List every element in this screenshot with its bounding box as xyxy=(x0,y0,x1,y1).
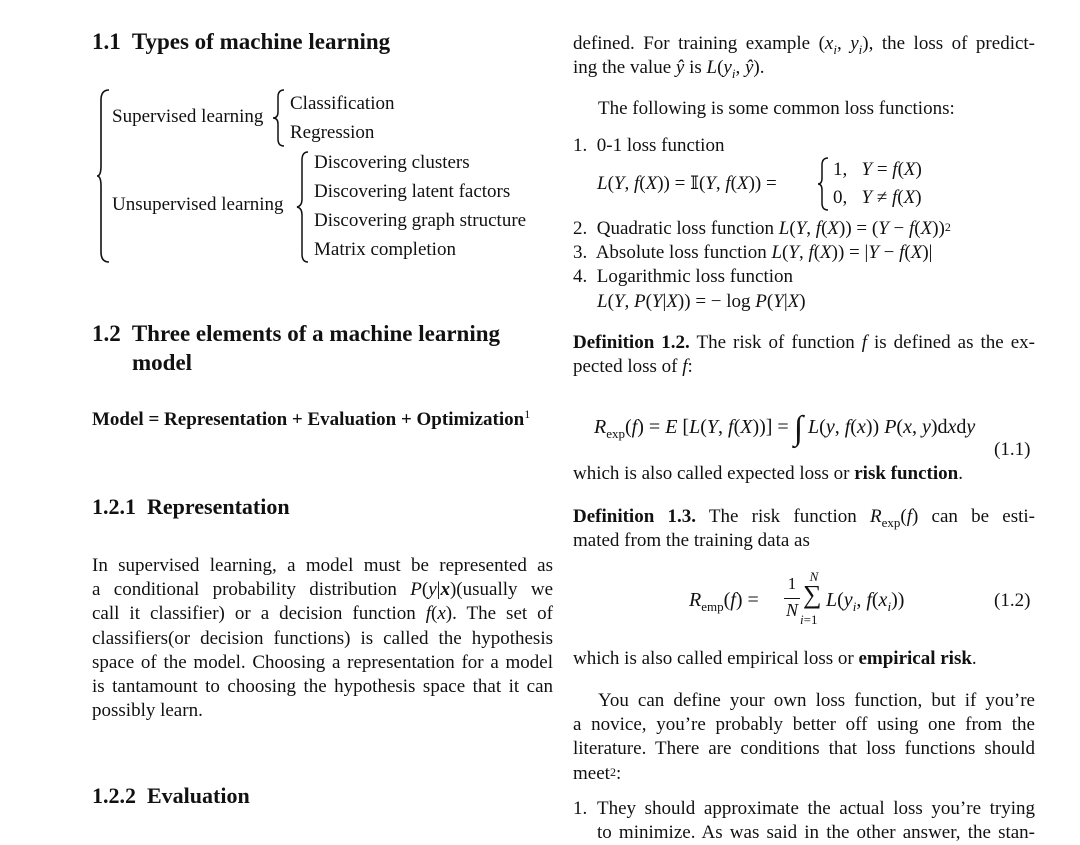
para-line: possibly learn. xyxy=(92,700,203,722)
section-heading-1-2 xyxy=(92,321,500,347)
cases-line-1: 1, Y = f(X) xyxy=(833,159,922,180)
cases-brace xyxy=(817,156,829,212)
section-number: 1.2.2 xyxy=(92,783,136,808)
definition-label: Definition 1.3. xyxy=(573,506,697,527)
taxonomy-item-classification: Classification xyxy=(290,93,395,114)
list-number: 3. xyxy=(573,242,588,263)
sum-body: $L(y_i$, $f(x_i)$) xyxy=(826,589,905,614)
equation-number-1-2: (1.2) xyxy=(994,590,1031,611)
para-line: mated from the training data as xyxy=(573,530,810,552)
section-title-line1: Three elements of a machine learning xyxy=(131,321,501,346)
para-text: is xyxy=(684,57,707,79)
loss-item-4 xyxy=(573,265,793,289)
para-text: The risk of function xyxy=(689,332,862,353)
list-label: 0-1 loss function xyxy=(596,135,725,156)
fraction-denominator: N xyxy=(785,600,798,620)
subsection-heading-1-2-1 xyxy=(92,494,290,520)
sum-symbol: ∑ xyxy=(803,580,822,609)
equation-number-1-1: (1.1) xyxy=(994,439,1031,460)
para-line: They should approximate the actual loss you’re trying xyxy=(597,798,1035,819)
risk-formula: $R_{exp}(f) = E$ [L(Y, f(X))] = ∫ L(y, f(x)) P(x, y)dxdy xyxy=(594,410,976,447)
definition-1-3 xyxy=(573,505,1035,553)
para-line: space of the model. Choosing a representation for a model xyxy=(92,651,553,673)
taxonomy-item-matrix: Matrix completion xyxy=(314,239,456,260)
model-equation xyxy=(92,409,530,431)
list-number: 4. xyxy=(573,266,588,287)
section-number: 1.1 xyxy=(92,29,121,54)
list-label: Logarithmic loss function xyxy=(596,266,794,287)
after-equation-1-1 xyxy=(573,462,963,486)
bold-term: risk function xyxy=(854,463,959,484)
para-text: . xyxy=(971,648,977,669)
own-loss-paragraph xyxy=(573,689,1035,786)
para-text: which is also called empirical loss or xyxy=(573,648,859,669)
para-line: call it classifier) or a decision function f(x). The set of xyxy=(92,603,553,625)
fraction-bar xyxy=(784,598,800,599)
para-line: ing the value ŷ is $L(y_i$, ŷ). xyxy=(573,57,765,81)
list-label: Absolute loss function xyxy=(595,242,772,263)
para-line: You can define your own loss function, but if you’re xyxy=(598,690,1035,711)
para-text: (usually we xyxy=(456,579,554,601)
log-loss-formula: L(Y, P(Y|X)) = − log P(Y|X) xyxy=(597,291,806,312)
para-line: is tantamount to choosing the hypothesis space that it can xyxy=(92,675,553,697)
section-title: Evaluation xyxy=(147,783,250,808)
para-text: : xyxy=(615,762,622,784)
section-heading-1-1 xyxy=(92,29,390,55)
para-text: is defined as the ex- xyxy=(866,332,1035,353)
representation-paragraph xyxy=(92,554,553,723)
para-text: . xyxy=(958,463,963,484)
footnote-marker: 1 xyxy=(524,407,531,421)
taxonomy-item-regression: Regression xyxy=(290,122,375,143)
taxonomy-unsupervised-label: Unsupervised learning xyxy=(112,194,284,215)
taxonomy-item-graph: Discovering graph structure xyxy=(314,210,527,231)
common-loss-intro: The following is some common loss functions: xyxy=(598,98,955,119)
para-line: literature. There are conditions that loss functions should xyxy=(573,738,1035,760)
loss-item-2: 2. Quadratic loss function L(Y, $f(X)) = (Y - f(X))^2$ xyxy=(573,218,951,239)
section-title: Representation xyxy=(147,494,290,519)
para-text: pected loss of xyxy=(573,356,683,378)
para-line: a novice, you’re probably better off using one from the xyxy=(573,714,1035,736)
taxonomy-outer-brace xyxy=(96,88,112,264)
loss-01-formula: L(Y, f(X)) = 𝕀(Y, f(X)) = xyxy=(597,173,777,194)
after-equation-1-2 xyxy=(573,647,977,671)
taxonomy-item-clusters: Discovering clusters xyxy=(314,152,470,173)
taxonomy-item-latent: Discovering latent factors xyxy=(314,181,511,202)
condition-item-1-number: 1. xyxy=(573,798,588,819)
para-text: , the loss of predict- xyxy=(868,33,1036,54)
para-line: to minimize. As was said in the other answer, the stan- xyxy=(597,822,1035,844)
para-text: . The set of xyxy=(452,603,553,625)
para-text: The risk function xyxy=(696,506,870,527)
list-label: Quadratic loss function xyxy=(596,218,779,239)
para-line: pected loss of f: xyxy=(573,356,693,378)
intro-paragraph xyxy=(573,32,1035,80)
sum-upper: N xyxy=(809,569,819,584)
loss-item-1 xyxy=(573,134,724,158)
para-line: defined. For training example ($x_i$, $y_i$), the loss of predict- xyxy=(573,33,1036,57)
section-number: 1.2 xyxy=(92,321,121,346)
condition-item-1 xyxy=(597,797,1035,845)
para-line: Definition 1.3. The risk function $R_{exp}(f)$ can be esti- xyxy=(573,506,1036,530)
list-number: 2. xyxy=(573,218,588,239)
para-text: a conditional probability distribution xyxy=(92,579,411,601)
fraction-numerator: 1 xyxy=(787,574,797,593)
para-text: can be esti- xyxy=(918,506,1036,527)
section-title-line2: model xyxy=(132,350,193,375)
loss-item-3: 3. Absolute loss function L(Y, f(X)) = |Y − f(X)| xyxy=(573,242,933,263)
model-equation-text: Model = Representation + Evaluation + Optimization xyxy=(92,409,525,430)
cases-line-2: 0, Y ≠ f(X) xyxy=(833,187,922,208)
para-line: a conditional probability distribution P(y|x)(usually we xyxy=(92,579,554,601)
para-text: which is also called expected loss or xyxy=(573,463,855,484)
taxonomy-unsupervised-brace xyxy=(296,150,310,264)
para-line: classifiers(or decision functions) is called the hypothesis xyxy=(92,627,553,649)
taxonomy-supervised-brace xyxy=(272,88,286,148)
definition-label: Definition 1.2. xyxy=(573,332,690,353)
section-number: 1.2.1 xyxy=(92,494,136,519)
list-number: 1. xyxy=(573,135,588,156)
sum-lower: i=1 xyxy=(800,612,818,627)
para-line: Definition 1.2. The risk of function f is defined as the ex- xyxy=(573,332,1035,353)
definition-1-2 xyxy=(573,331,1035,379)
footnote-marker: 2 xyxy=(609,764,616,779)
para-text: call it classifier) or a decision function xyxy=(92,603,426,625)
section-title: Types of machine learning xyxy=(131,29,391,54)
para-text: ing the value xyxy=(573,57,676,79)
bold-term: empirical risk xyxy=(858,648,972,669)
empirical-risk-formula: $R_{emp}(f)$ = xyxy=(689,589,759,614)
para-text: defined. For training example xyxy=(573,33,819,54)
para-text: . xyxy=(759,57,765,79)
para-line xyxy=(573,762,1035,786)
para-line: In supervised learning, a model must be represented as xyxy=(92,555,553,576)
taxonomy-supervised-label: Supervised learning xyxy=(112,106,264,127)
para-text: : xyxy=(687,356,693,378)
para-text: meet xyxy=(573,762,610,784)
subsection-heading-1-2-2 xyxy=(92,783,250,809)
